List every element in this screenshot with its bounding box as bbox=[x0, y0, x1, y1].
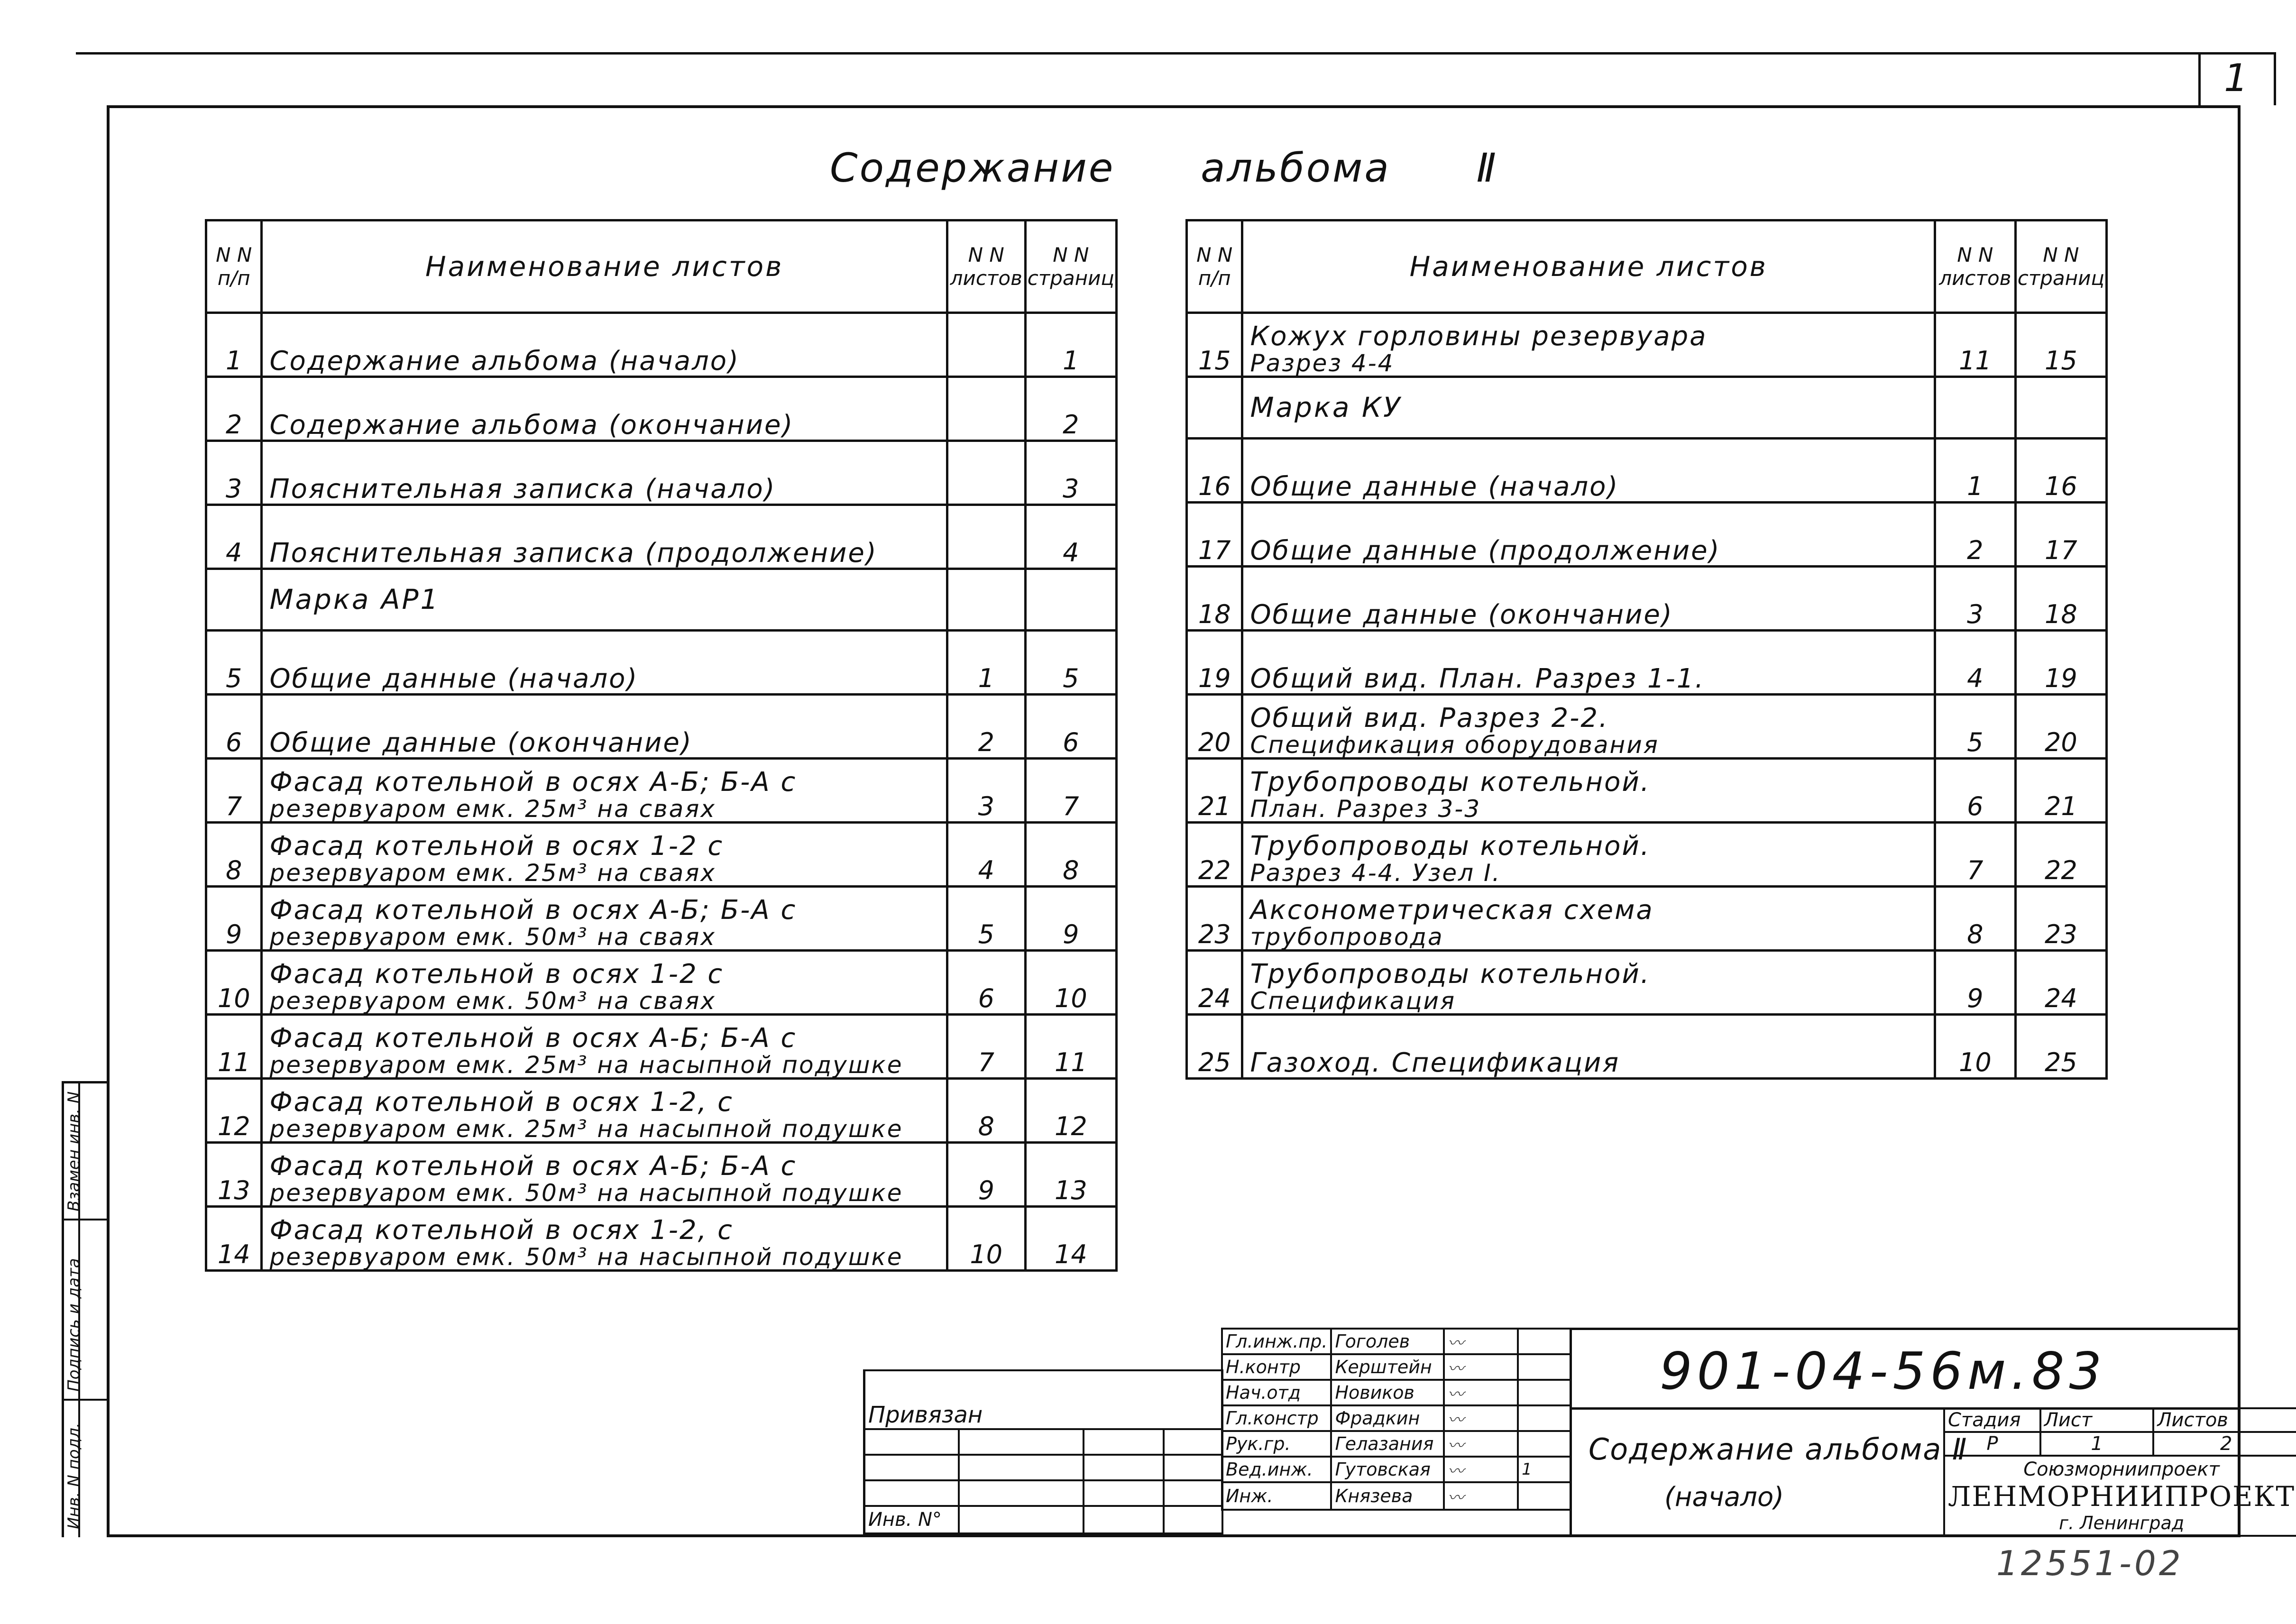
table-row bbox=[1187, 759, 2107, 823]
stage-value: Р bbox=[1944, 1432, 2040, 1456]
header-no: N N п/п bbox=[206, 220, 262, 313]
row-page: 4 bbox=[1025, 505, 1116, 569]
table-row bbox=[206, 1207, 1117, 1271]
row-name-line1: Фасад котельной в осях 1-2, с bbox=[269, 1086, 734, 1118]
side-strip-left bbox=[62, 1081, 64, 1537]
row-sheet: 9 bbox=[947, 1143, 1025, 1207]
row-sheet: 5 bbox=[947, 887, 1025, 951]
row-sheet: 3 bbox=[1935, 567, 2015, 631]
stage-label: Стадия bbox=[1944, 1408, 2040, 1432]
table-row bbox=[206, 377, 1117, 441]
row-name-line2: Разрез 4-4. Узел I. bbox=[1250, 859, 1501, 887]
row-no: 1 bbox=[206, 313, 262, 377]
person: Князева bbox=[1331, 1482, 1444, 1510]
row-name-line2: Спецификация bbox=[1250, 987, 1456, 1015]
row-name-line2: Разрез 4-4 bbox=[1250, 349, 1395, 377]
sheet-number: 1 bbox=[2224, 56, 2248, 100]
row-sheet: 8 bbox=[947, 1079, 1025, 1143]
table-row bbox=[206, 951, 1117, 1015]
row-no: 12 bbox=[206, 1079, 262, 1143]
row-name: Содержание альбома (окончание) bbox=[262, 377, 947, 441]
row-page: 23 bbox=[2015, 887, 2106, 951]
row-page bbox=[1025, 569, 1116, 631]
row-no: 16 bbox=[1187, 439, 1242, 503]
row-sheet: 9 bbox=[1935, 951, 2015, 1015]
row-no: 13 bbox=[206, 1143, 262, 1207]
table-row bbox=[206, 313, 1117, 377]
row-sheet: 7 bbox=[1935, 823, 2015, 887]
row-sheet: 4 bbox=[947, 823, 1025, 887]
row-name-line1: Трубопроводы котельной. bbox=[1250, 830, 1651, 862]
table-row bbox=[1187, 1015, 2107, 1079]
row-no: 7 bbox=[206, 759, 262, 823]
signature: 〰 bbox=[1444, 1457, 1518, 1482]
row-name-line2: План. Разрез 3-3 bbox=[1250, 795, 1481, 823]
binding-block bbox=[863, 1369, 1223, 1534]
signature: 〰 bbox=[1444, 1431, 1518, 1457]
row-page: 1 bbox=[1025, 313, 1116, 377]
row-no: 20 bbox=[1187, 695, 1242, 759]
row-name: Общие данные (начало) bbox=[262, 631, 947, 695]
row-name-line2: резервуаром емк. 50м³ на насыпной подушке bbox=[269, 1179, 903, 1207]
org-line2: ЛЕНМОРНИИПРОЕКТ bbox=[1948, 1480, 2296, 1513]
row-name: Общие данные (окончание) bbox=[262, 695, 947, 759]
group-label: Марка КУ bbox=[1242, 377, 1935, 439]
row-name: Общие данные (окончание) bbox=[1242, 567, 1935, 631]
row-page: 10 bbox=[1025, 951, 1116, 1015]
row-no: 3 bbox=[206, 441, 262, 505]
row-sheet bbox=[947, 313, 1025, 377]
table-row bbox=[1187, 313, 2107, 377]
table-row bbox=[206, 759, 1117, 823]
row-page: 21 bbox=[2015, 759, 2106, 823]
row-no: 9 bbox=[206, 887, 262, 951]
sheet-number-right bbox=[2274, 52, 2276, 105]
row-name-line1: Кожух горловины резервуара bbox=[1250, 321, 1708, 352]
row-sheet bbox=[947, 505, 1025, 569]
row-no bbox=[1187, 377, 1242, 439]
table-row bbox=[1187, 503, 2107, 567]
row-page: 13 bbox=[1025, 1143, 1116, 1207]
row-name-line2: резервуаром емк. 50м³ на сваях bbox=[269, 987, 716, 1015]
row-sheet: 6 bbox=[1935, 759, 2015, 823]
person: Гутовская bbox=[1331, 1457, 1444, 1482]
row-page: 11 bbox=[1025, 1015, 1116, 1079]
header-name: Наименование листов bbox=[1242, 220, 1935, 313]
row-name: Общие данные (продолжение) bbox=[1242, 503, 1935, 567]
row-page: 18 bbox=[2015, 567, 2106, 631]
side-strip-div2 bbox=[62, 1399, 107, 1401]
row-name: Содержание альбома (начало) bbox=[262, 313, 947, 377]
row-no: 5 bbox=[206, 631, 262, 695]
table-row bbox=[206, 887, 1117, 951]
row-page: 8 bbox=[1025, 823, 1116, 887]
row-name-line1: Фасад котельной в осях А-Б; Б-А с bbox=[269, 894, 797, 926]
person: Новиков bbox=[1331, 1380, 1444, 1405]
table-row bbox=[1187, 567, 2107, 631]
row-page: 24 bbox=[2015, 951, 2106, 1015]
row-sheet bbox=[947, 377, 1025, 441]
row-sheet: 2 bbox=[1935, 503, 2015, 567]
table-row bbox=[1187, 887, 2107, 951]
row-page: 2 bbox=[1025, 377, 1116, 441]
table-row bbox=[206, 823, 1117, 887]
signature-block bbox=[1221, 1328, 1572, 1511]
role: Гл.констр bbox=[1222, 1405, 1331, 1431]
row-sheet: 5 bbox=[1935, 695, 2015, 759]
role: Инж. bbox=[1222, 1482, 1331, 1510]
row-no: 23 bbox=[1187, 887, 1242, 951]
header-name: Наименование листов bbox=[262, 220, 947, 313]
table-row bbox=[1187, 695, 2107, 759]
document-subtitle: (начало) bbox=[1664, 1482, 1784, 1513]
row-sheet: 3 bbox=[947, 759, 1025, 823]
sign-extra: 1 bbox=[1518, 1457, 1571, 1482]
row-page: 22 bbox=[2015, 823, 2106, 887]
row-no: 24 bbox=[1187, 951, 1242, 1015]
row-name-line2: резервуаром емк. 25м³ на сваях bbox=[269, 859, 716, 887]
row-page: 3 bbox=[1025, 441, 1116, 505]
sheets-label: Листов bbox=[2153, 1408, 2296, 1432]
stage-block bbox=[1943, 1407, 2296, 1537]
row-no: 19 bbox=[1187, 631, 1242, 695]
row-page: 7 bbox=[1025, 759, 1116, 823]
row-sheet: 1 bbox=[947, 631, 1025, 695]
side-label-signature: Подпись и дата bbox=[64, 1258, 83, 1392]
row-sheet: 10 bbox=[1935, 1015, 2015, 1079]
signature: 〰 bbox=[1444, 1354, 1518, 1380]
row-no: 25 bbox=[1187, 1015, 1242, 1079]
header-sheets: N N листов bbox=[947, 220, 1025, 313]
sheets-value: 2 bbox=[2153, 1432, 2296, 1456]
row-name-line2: резервуаром емк. 25м³ на насыпной подушке bbox=[269, 1051, 903, 1079]
side-strip-div1 bbox=[62, 1219, 107, 1220]
row-name-line1: Общий вид. Разрез 2-2. bbox=[1250, 702, 1609, 734]
row-name: Пояснительная записка (продолжение) bbox=[262, 505, 947, 569]
row-sheet: 2 bbox=[947, 695, 1025, 759]
table-row bbox=[1187, 631, 2107, 695]
table-header-row bbox=[206, 220, 1117, 313]
org-line3: г. Ленинград bbox=[2058, 1512, 2185, 1533]
row-no: 6 bbox=[206, 695, 262, 759]
row-name-line1: Фасад котельной в осях А-Б; Б-А с bbox=[269, 766, 797, 798]
table-row bbox=[1187, 823, 2107, 887]
header-pages: N N страниц bbox=[2015, 220, 2106, 313]
person: Фрадкин bbox=[1331, 1405, 1444, 1431]
row-name-line2: резервуаром емк. 50м³ на насыпной подушке bbox=[269, 1243, 903, 1271]
row-sheet bbox=[1935, 377, 2015, 439]
row-page: 6 bbox=[1025, 695, 1116, 759]
signature: 〰 bbox=[1444, 1405, 1518, 1431]
sheet-value: 1 bbox=[2040, 1432, 2154, 1456]
table-row bbox=[206, 505, 1117, 569]
row-no: 14 bbox=[206, 1207, 262, 1271]
signature: 〰 bbox=[1444, 1380, 1518, 1405]
row-page: 20 bbox=[2015, 695, 2106, 759]
table-row bbox=[206, 695, 1117, 759]
person: Гелазания bbox=[1331, 1431, 1444, 1457]
row-name-line1: Фасад котельной в осях 1-2 с bbox=[269, 830, 724, 862]
table-group-row bbox=[206, 569, 1117, 631]
side-strip-top bbox=[62, 1081, 107, 1083]
row-sheet: 4 bbox=[1935, 631, 2015, 695]
row-no: 11 bbox=[206, 1015, 262, 1079]
table-row bbox=[206, 441, 1117, 505]
signature: 〰 bbox=[1444, 1329, 1518, 1354]
side-label-inv: Инв. N подл. bbox=[64, 1422, 83, 1529]
sheet-number-divider bbox=[2198, 52, 2201, 105]
row-page: 17 bbox=[2015, 503, 2106, 567]
row-name-line1: Фасад котельной в осях А-Б; Б-А с bbox=[269, 1022, 797, 1054]
row-sheet bbox=[947, 569, 1025, 631]
table-row bbox=[206, 1143, 1117, 1207]
row-name-line1: Трубопроводы котельной. bbox=[1250, 766, 1651, 798]
signature: 〰 bbox=[1444, 1482, 1518, 1510]
row-name: Газоход. Спецификация bbox=[1242, 1015, 1935, 1079]
document-title: Содержание альбома Ⅱ bbox=[1589, 1432, 1968, 1467]
role: Н.контр bbox=[1222, 1354, 1331, 1380]
role: Гл.инж.пр. bbox=[1222, 1329, 1331, 1354]
table-row bbox=[1187, 951, 2107, 1015]
row-sheet: 6 bbox=[947, 951, 1025, 1015]
header-pages: N N страниц bbox=[1025, 220, 1116, 313]
row-page: 15 bbox=[2015, 313, 2106, 377]
table-row bbox=[206, 1015, 1117, 1079]
group-label: Марка АР1 bbox=[262, 569, 947, 631]
row-sheet: 7 bbox=[947, 1015, 1025, 1079]
inventory-label: Инв. N° bbox=[864, 1506, 959, 1533]
row-no: 4 bbox=[206, 505, 262, 569]
role: Рук.гр. bbox=[1222, 1431, 1331, 1457]
role: Нач.отд bbox=[1222, 1380, 1331, 1405]
row-no: 17 bbox=[1187, 503, 1242, 567]
top-border-line bbox=[76, 52, 2276, 55]
row-sheet: 1 bbox=[1935, 439, 2015, 503]
archive-number: 12551-02 bbox=[1996, 1543, 2184, 1583]
row-name-line1: Фасад котельной в осях А-Б; Б-А с bbox=[269, 1150, 797, 1182]
row-no: 2 bbox=[206, 377, 262, 441]
row-name-line2: резервуаром емк. 50м³ на сваях bbox=[269, 923, 716, 951]
document-code: 901-04-56м.83 bbox=[1660, 1342, 2107, 1401]
row-name-line1: Трубопроводы котельной. bbox=[1250, 958, 1651, 990]
row-page: 14 bbox=[1025, 1207, 1116, 1271]
table-row bbox=[206, 1079, 1117, 1143]
row-name-line2: Спецификация оборудования bbox=[1250, 731, 1659, 759]
row-name-line2: резервуаром емк. 25м³ на сваях bbox=[269, 795, 716, 823]
row-page: 16 bbox=[2015, 439, 2106, 503]
row-sheet: 8 bbox=[1935, 887, 2015, 951]
row-name: Пояснительная записка (начало) bbox=[262, 441, 947, 505]
row-page: 12 bbox=[1025, 1079, 1116, 1143]
row-name-line1: Фасад котельной в осях 1-2 с bbox=[269, 958, 724, 990]
row-sheet: 10 bbox=[947, 1207, 1025, 1271]
person: Керштейн bbox=[1331, 1354, 1444, 1380]
side-label-replace: Взамен инв. N bbox=[64, 1091, 83, 1211]
row-no: 21 bbox=[1187, 759, 1242, 823]
row-no: 8 bbox=[206, 823, 262, 887]
row-name-line2: резервуаром емк. 25м³ на насыпной подушке bbox=[269, 1115, 903, 1143]
contents-table-right bbox=[1185, 219, 2108, 1080]
row-name-line1: Аксонометрическая схема bbox=[1250, 894, 1654, 926]
row-no bbox=[206, 569, 262, 631]
row-name: Общие данные (начало) bbox=[1242, 439, 1935, 503]
table-group-row bbox=[1187, 377, 2107, 439]
row-name-line1: Фасад котельной в осях 1-2, с bbox=[269, 1214, 734, 1246]
row-page: 25 bbox=[2015, 1015, 2106, 1079]
row-page: 19 bbox=[2015, 631, 2106, 695]
table-row bbox=[1187, 439, 2107, 503]
row-page bbox=[2015, 377, 2106, 439]
role: Вед.инж. bbox=[1222, 1457, 1331, 1482]
sheet-label: Лист bbox=[2040, 1408, 2154, 1432]
org-line1: Союзморниипроект bbox=[2023, 1458, 2220, 1480]
row-sheet bbox=[947, 441, 1025, 505]
row-no: 10 bbox=[206, 951, 262, 1015]
header-no: N N п/п bbox=[1187, 220, 1242, 313]
contents-table-left bbox=[205, 219, 1118, 1272]
row-no: 15 bbox=[1187, 313, 1242, 377]
table-row bbox=[206, 631, 1117, 695]
header-sheets: N N листов bbox=[1935, 220, 2015, 313]
row-no: 22 bbox=[1187, 823, 1242, 887]
row-page: 5 bbox=[1025, 631, 1116, 695]
row-no: 18 bbox=[1187, 567, 1242, 631]
table-header-row bbox=[1187, 220, 2107, 313]
row-sheet: 11 bbox=[1935, 313, 2015, 377]
person: Гоголев bbox=[1331, 1329, 1444, 1354]
page-title: Содержание альбома Ⅱ bbox=[830, 145, 1498, 191]
row-name-line2: трубопровода bbox=[1250, 923, 1444, 951]
row-name: Общий вид. План. Разрез 1-1. bbox=[1242, 631, 1935, 695]
row-page: 9 bbox=[1025, 887, 1116, 951]
binding-label: Привязан bbox=[864, 1370, 1223, 1429]
